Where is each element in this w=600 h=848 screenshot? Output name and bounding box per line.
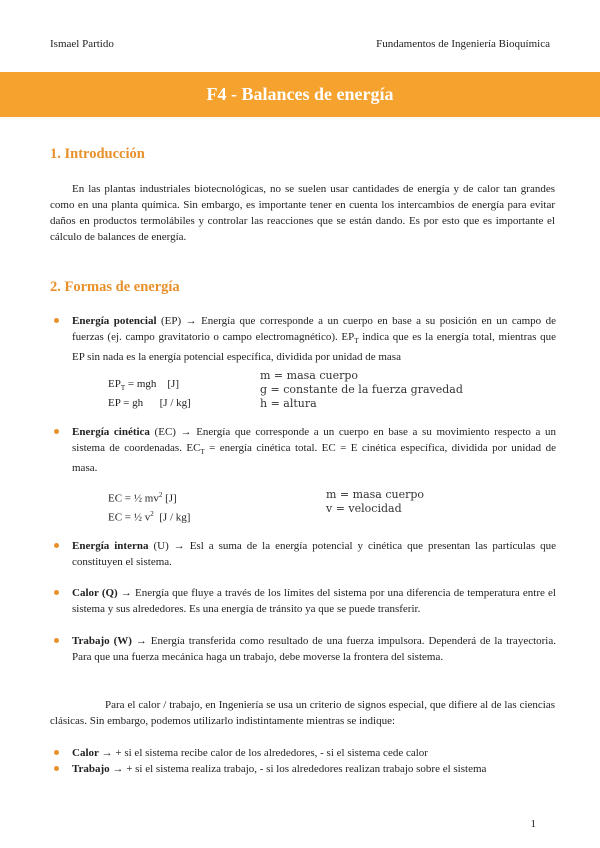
header-author: Ismael Partido [50, 38, 114, 50]
list-item-sign-heat [54, 745, 556, 761]
formula-ec-specific-sup: 2 [150, 509, 154, 518]
text-heat: → Energía que fluye a través de los límites del sistema por una diferencia de temperatura entre el sistema y sus alrededores. Es una energía de tránsito ya que se puede transferir. [72, 587, 556, 615]
term-sign-work: Trabajo [72, 763, 110, 775]
formula-ec-specific-pre: EC = ½ v [108, 511, 151, 524]
formula-potential [108, 377, 191, 411]
legend-item: v = velocidad [326, 502, 402, 515]
section-title-intro: 1. Introducción [50, 146, 145, 162]
bullet-icon [54, 429, 59, 434]
term-sign-heat: Calor [72, 747, 99, 759]
bullet-icon [54, 638, 59, 643]
header-course: Fundamentos de Ingeniería Bioquímica [376, 38, 550, 50]
text-sign-work: → + si el sistema realiza trabajo, - si los alrededores realizan trabajo sobre el sistema [109, 763, 487, 775]
legend-item: g = constante de la fuerza gravedad [260, 383, 463, 396]
bullet-icon [54, 766, 59, 771]
formula-ec-specific-post: [J / kg] [153, 511, 191, 524]
formula-ep-specific: EP = gh [J / kg] [108, 397, 191, 410]
term-internal: Energía interna [72, 540, 149, 552]
bullet-icon [54, 750, 59, 755]
bullet-icon [54, 318, 59, 323]
page-header [50, 38, 550, 50]
text-work: → Energía transferida como resultado de una fuerza impulsora. Dependerá de la trayectoria. Para que una fuerza mecánica haga un trabajo, debe moverse la frontera del sistema. [72, 635, 556, 663]
sub-kinetic: T [200, 448, 205, 457]
list-item-internal [54, 538, 556, 570]
term-potential: Energía potencial [72, 315, 157, 327]
legend-kinetic [326, 488, 424, 516]
sub-potential: T [354, 337, 359, 346]
formula-ec-total-sup: 2 [158, 491, 163, 499]
formula-ep-total-post: = mgh [J] [125, 378, 179, 390]
text-sign-heat: → + si el sistema recibe calor de los alrededores, - si el sistema cede calor [98, 747, 428, 759]
term-kinetic: Energía cinética [72, 426, 150, 438]
intro-paragraph: En las plantas industriales biotecnológicas, no se suelen usar cantidades de energía y de calor tan grandes como en una planta química. Sin embargo, es importante tener en cuenta los intercambios de energía para evitar daños en productos termolábiles y controlar las reacciones que se están dando. Es por esto que es importante el cálculo de balances de energía. [50, 183, 555, 243]
abbr-potential: (EP) [156, 315, 182, 327]
text-kinetic: → Energía que corresponde a un cuerpo en base a su movimiento respecto a un sistema de coordenadas. EC [72, 426, 556, 454]
abbr-kinetic: (EC) [149, 426, 176, 438]
legend-item: m = masa cuerpo [326, 488, 425, 501]
legend-potential [260, 369, 463, 411]
formula-ec-total-post: [J] [162, 492, 177, 505]
legend-item: h = altura [260, 397, 317, 410]
text2-potential: indica que es la energía total, mientras que EP sin nada es la energía potencial específica, dividida por unidad de masa [72, 331, 556, 364]
term-heat: Calor (Q) [72, 587, 118, 599]
text-internal: → Esl a suma de la energía potencial y cinética que presentan las partículas que constituyen el sistema. [72, 540, 556, 568]
formula-ep-total-sub: T [120, 384, 126, 393]
text-potential: → Energía que corresponde a un cuerpo en base a su posición en un campo de fuerzas (ej. campo gravitatorio o campo electromagnético). EP [72, 315, 556, 343]
list-item-kinetic [54, 424, 556, 476]
abbr-internal: (U) [148, 540, 169, 552]
formula-ec-total-pre: EC = ½ mv [108, 492, 159, 505]
list-item-sign-work [54, 761, 556, 777]
page-number: 1 [530, 818, 536, 830]
list-item-heat [54, 585, 556, 617]
bullet-icon [54, 543, 59, 548]
list-item-work [54, 633, 556, 665]
title-banner [0, 72, 600, 117]
list-item-potential [54, 313, 556, 365]
bullet-icon [54, 590, 59, 595]
signs-paragraph: Para el calor / trabajo, en Ingeniería se usa un criterio de signos especial, que difiere al de las ciencias clásicas. Sin embargo, podemos utilizarlo indistintamente mientras se indique: [50, 699, 555, 727]
section-title-forms: 2. Formas de energía [50, 279, 180, 295]
legend-item: m = masa cuerpo [260, 369, 359, 382]
text2-kinetic: = energía cinética total. EC = E cinética específica, dividida por unidad de masa. [72, 442, 556, 475]
formula-ep-total-pre: EP [108, 378, 121, 390]
formula-kinetic [108, 488, 190, 525]
term-work: Trabajo (W) [72, 635, 132, 647]
page-title: F4 - Balances de energía [206, 84, 394, 104]
